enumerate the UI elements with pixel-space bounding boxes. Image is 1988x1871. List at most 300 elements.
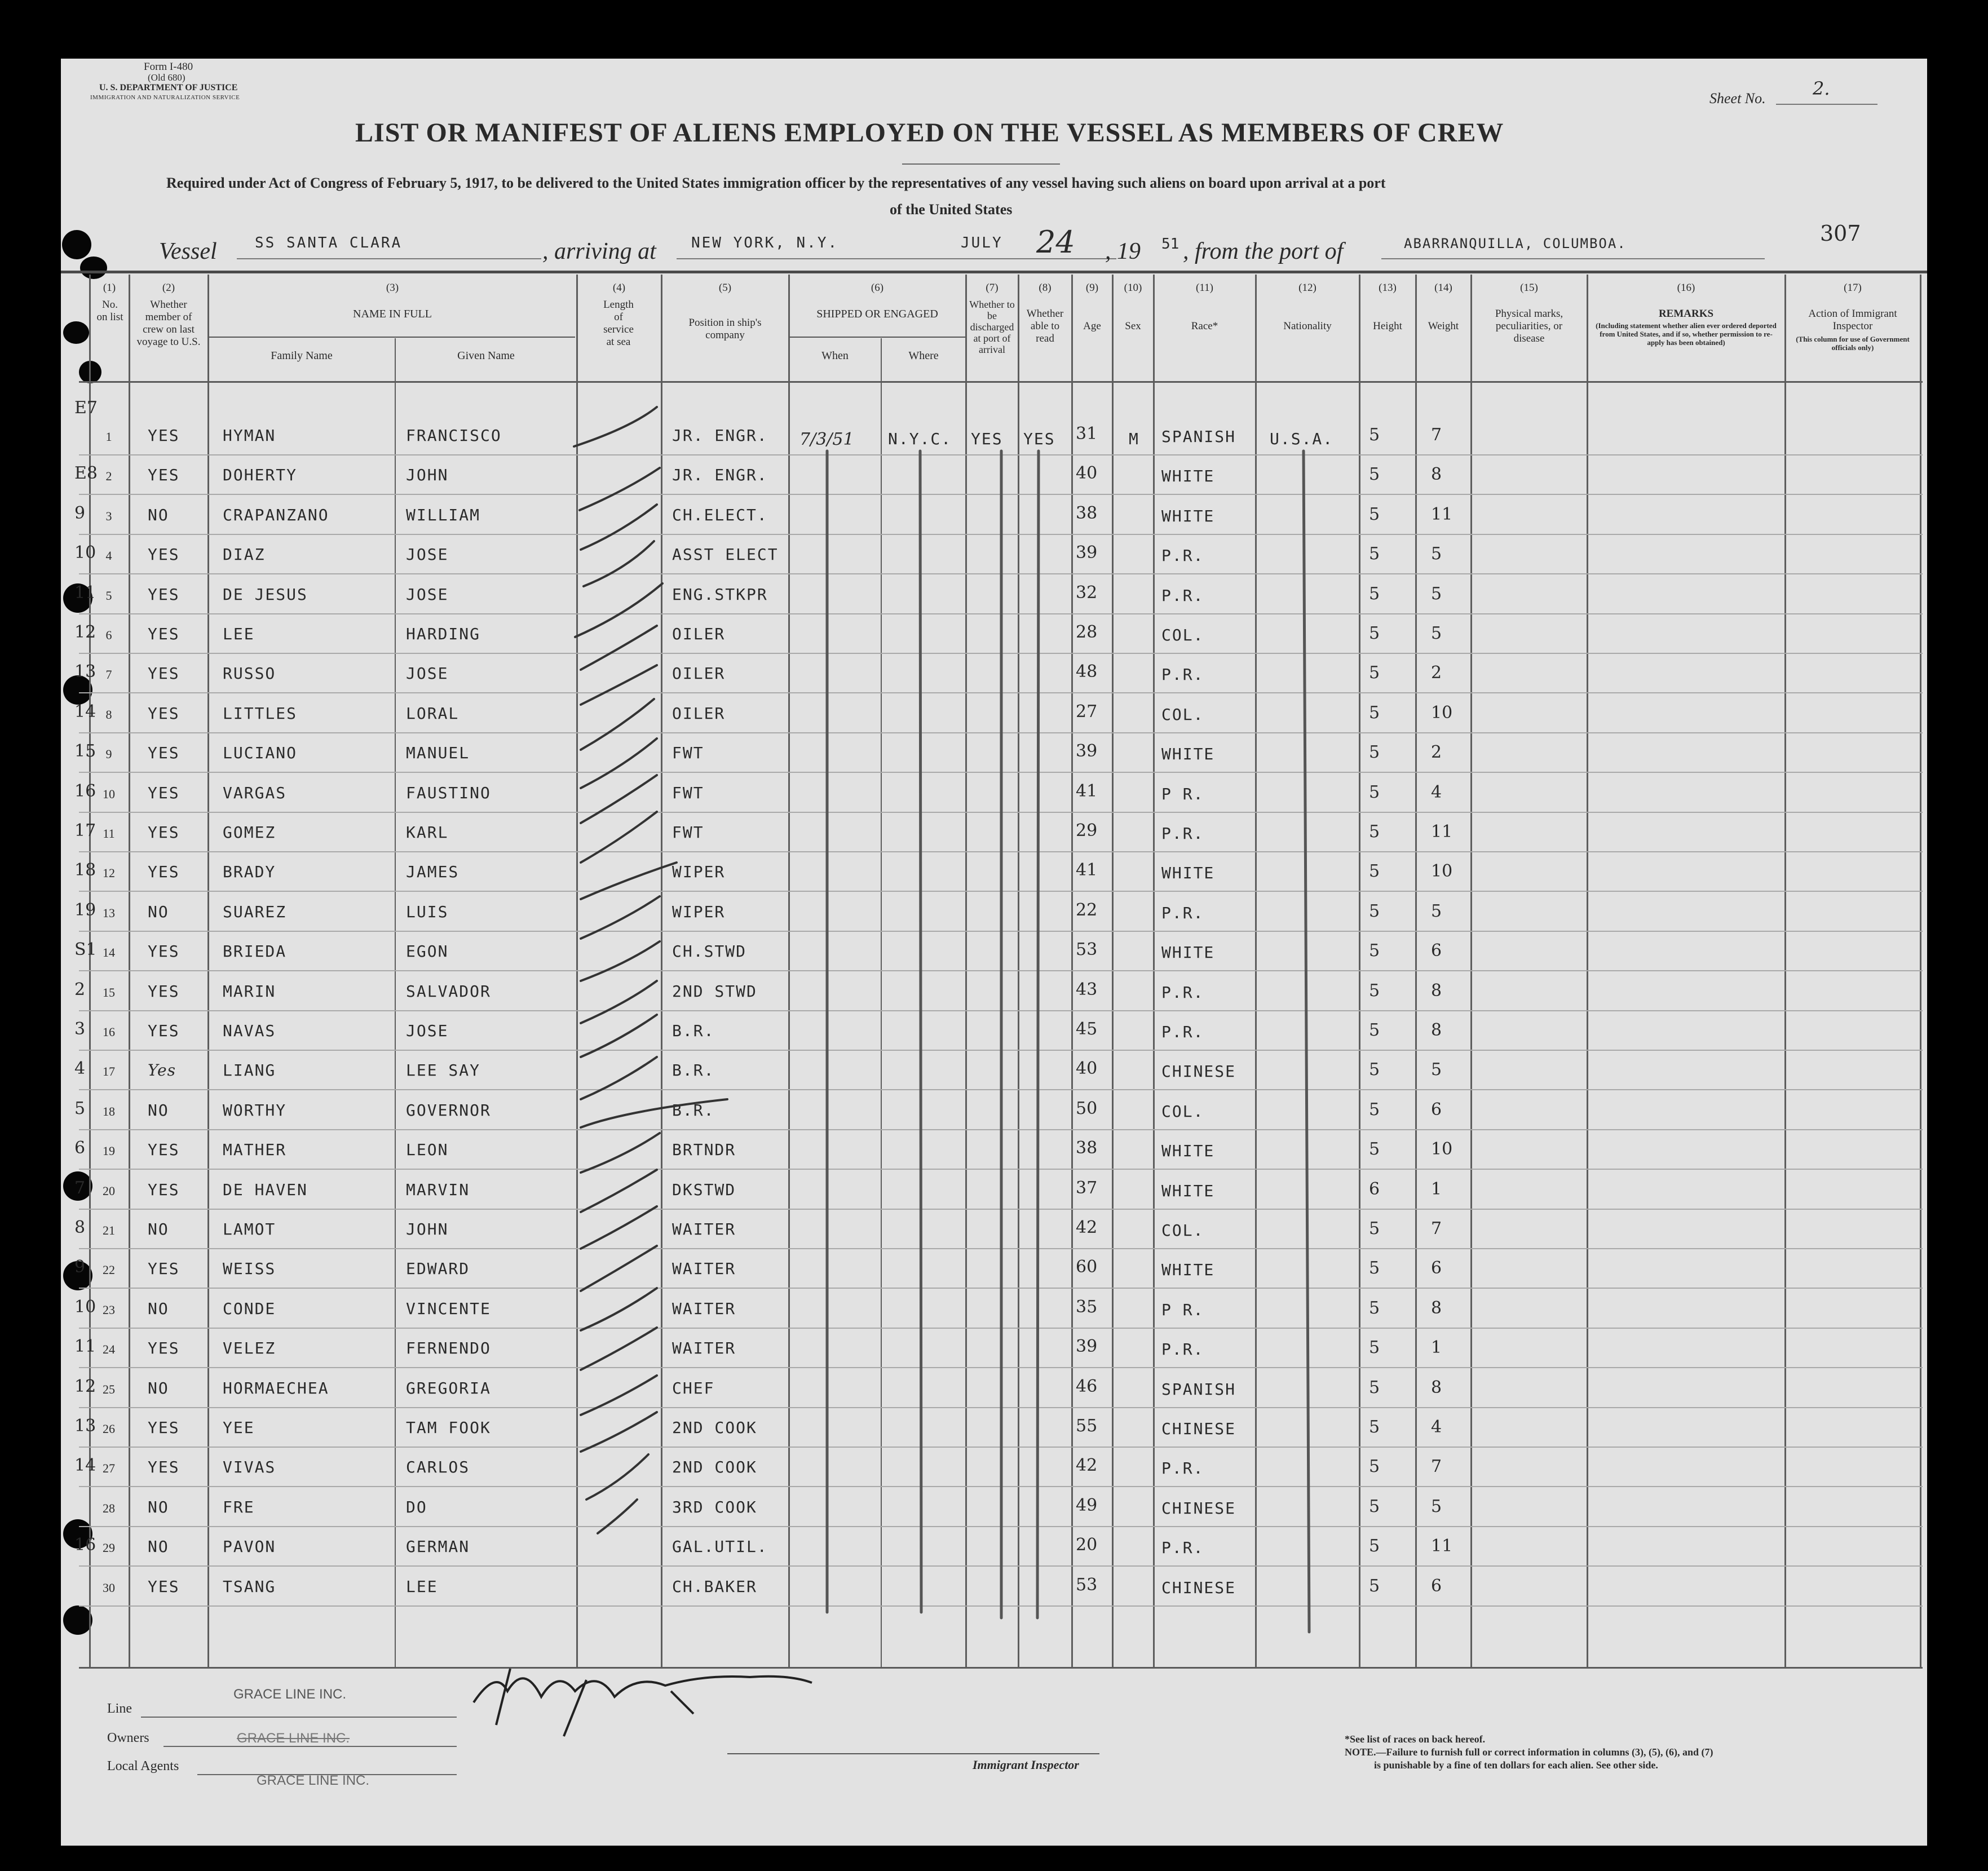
- row-position: WAITER: [672, 1299, 736, 1318]
- row-given-name: FERNENDO: [406, 1339, 491, 1357]
- row-race: COL.: [1161, 1102, 1204, 1121]
- col-5-label: Position in ship's company: [688, 317, 762, 341]
- row-margin-number: 3: [74, 1019, 86, 1039]
- row-race: P.R.: [1161, 1340, 1204, 1359]
- row-weight: 8: [1431, 465, 1442, 484]
- row-position: 2ND COOK: [672, 1458, 757, 1476]
- row-weight: 8: [1431, 1378, 1442, 1397]
- row-height: 5: [1369, 782, 1380, 802]
- races-note: *See list of races on back hereof.: [1345, 1733, 1486, 1745]
- row-voyage: YES: [148, 784, 180, 802]
- row-given-name: LEE: [406, 1577, 438, 1596]
- row-number: 26: [103, 1422, 115, 1436]
- row-age: 53: [1076, 1575, 1098, 1595]
- row-number: 18: [103, 1104, 115, 1118]
- line-underline: [141, 1717, 457, 1718]
- row-family-name: BRIEDA: [223, 942, 287, 961]
- row-given-name: JOSE: [406, 545, 449, 564]
- row-margin-number: 2: [74, 980, 86, 999]
- row-height: 5: [1369, 1417, 1380, 1437]
- row-number: 12: [103, 866, 115, 880]
- row-number: 1: [105, 430, 112, 444]
- row-margin-number: S1: [74, 940, 97, 959]
- row-voyage: YES: [148, 982, 180, 1001]
- vessel-label: Vessel: [159, 238, 217, 264]
- row-race: SPANISH: [1161, 1380, 1236, 1399]
- row-age: 40: [1076, 1059, 1098, 1078]
- col-1-num: (1): [103, 282, 116, 294]
- row-height: 6: [1369, 1179, 1380, 1199]
- arriving-value: NEW YORK, N.Y.: [691, 235, 839, 251]
- row-voyage: YES: [148, 1180, 180, 1199]
- sex-value: M: [1129, 430, 1139, 448]
- row-position: CH.STWD: [672, 942, 747, 961]
- col-6-label: SHIPPED OR ENGAGED: [816, 308, 938, 320]
- department-name: U. S. DEPARTMENT OF JUSTICE: [99, 83, 238, 92]
- row-weight: 10: [1431, 1139, 1453, 1159]
- row-race: P.R.: [1161, 824, 1204, 843]
- row-margin-number: 14: [74, 702, 96, 722]
- row-height: 5: [1369, 1576, 1380, 1596]
- col-15-num: (15): [1520, 282, 1538, 294]
- row-weight: 5: [1431, 584, 1442, 604]
- service-name: IMMIGRATION AND NATURALIZATION SERVICE: [90, 94, 240, 101]
- row-weight: 5: [1431, 544, 1442, 564]
- row-race: CHINESE: [1161, 1419, 1236, 1438]
- row-voyage: NO: [148, 1498, 169, 1516]
- row-number: 28: [103, 1501, 115, 1515]
- row-race: CHINESE: [1161, 1062, 1236, 1081]
- row-weight: 5: [1431, 623, 1442, 643]
- row-number: 19: [103, 1144, 115, 1158]
- form-title: LIST OR MANIFEST OF ALIENS EMPLOYED ON THE VESSEL AS MEMBERS OF CREW: [355, 118, 1504, 148]
- row-voyage: YES: [148, 466, 180, 484]
- row-family-name: VELEZ: [223, 1339, 276, 1357]
- row-given-name: KARL: [406, 823, 449, 842]
- col-16-num: (16): [1677, 282, 1695, 294]
- row-race: P.R.: [1161, 1459, 1204, 1478]
- row-height: 5: [1369, 465, 1380, 484]
- row-family-name: LITTLES: [223, 704, 298, 723]
- agents-value: GRACE LINE INC.: [257, 1773, 370, 1788]
- row-weight: 6: [1431, 1258, 1442, 1278]
- row-age: 43: [1076, 980, 1098, 999]
- row-position: 3RD COOK: [672, 1498, 757, 1516]
- row-height: 5: [1369, 1100, 1380, 1120]
- col-8-label: Whether able to read: [1026, 308, 1064, 344]
- note-line-2: is punishable by a fine of ten dollars for each alien. See other side.: [1374, 1759, 1658, 1771]
- row-position: GAL.UTIL.: [672, 1537, 768, 1556]
- col-14-num: (14): [1434, 282, 1452, 294]
- row-height: 5: [1369, 822, 1380, 842]
- row-race: WHITE: [1161, 1142, 1215, 1160]
- row-voyage: YES: [148, 1418, 180, 1437]
- row-height: 5: [1369, 1497, 1380, 1516]
- row-margin-number: 13: [74, 1416, 96, 1436]
- row-height: 5: [1369, 1219, 1380, 1239]
- row-weight: 6: [1431, 941, 1442, 961]
- row-family-name: LIANG: [223, 1061, 276, 1080]
- row-height: 5: [1369, 1457, 1380, 1476]
- col-14-label: Weight: [1428, 320, 1459, 332]
- row-weight: 6: [1431, 1100, 1442, 1120]
- col-3-num: (3): [386, 282, 399, 294]
- row-weight: 11: [1431, 822, 1453, 842]
- row-height: 5: [1369, 1258, 1380, 1278]
- row-family-name: YEE: [223, 1418, 255, 1437]
- row-margin-number: 4: [74, 1059, 86, 1078]
- row-margin-number: 11: [74, 583, 96, 603]
- col-2-label: Whether member of crew on last voyage to U.S.: [136, 299, 201, 348]
- row-given-name: JAMES: [406, 862, 460, 881]
- row-number: 29: [103, 1541, 115, 1555]
- row-given-name: MANUEL: [406, 744, 470, 762]
- col-6-num: (6): [871, 282, 884, 294]
- inspector-underline: [727, 1753, 1099, 1754]
- row-weight: 7: [1431, 1219, 1442, 1239]
- date-year: 51: [1161, 236, 1179, 253]
- col-7-label: Whether to be discharged at port of arrival: [969, 299, 1015, 355]
- row-family-name: DE HAVEN: [223, 1180, 308, 1199]
- col-3-family: Family Name: [271, 350, 333, 362]
- row-voyage: YES: [148, 1339, 180, 1357]
- row-voyage: NO: [148, 1101, 169, 1120]
- row-race: P.R.: [1161, 586, 1204, 605]
- row-weight: 5: [1431, 1497, 1442, 1516]
- row-position: WAITER: [672, 1259, 736, 1278]
- row-voyage: YES: [148, 585, 180, 604]
- col-13-num: (13): [1379, 282, 1397, 294]
- row-age: 40: [1076, 463, 1098, 483]
- row-margin-number: 12: [74, 622, 96, 642]
- col-3-given: Given Name: [457, 350, 515, 362]
- row-voyage: YES: [148, 1458, 180, 1476]
- row-position: WAITER: [672, 1220, 736, 1239]
- row-height: 5: [1369, 1378, 1380, 1397]
- row-race: P.R.: [1161, 1023, 1204, 1041]
- row-height: 5: [1369, 981, 1380, 1001]
- shipped-where: N.Y.C.: [888, 430, 952, 448]
- row-weight: 7: [1431, 425, 1442, 445]
- row-weight: 8: [1431, 981, 1442, 1001]
- col-16-label: REMARKS: [1658, 308, 1714, 320]
- row-height: 5: [1369, 1298, 1380, 1318]
- row-position: WIPER: [672, 903, 726, 921]
- row-voyage: YES: [148, 1577, 180, 1596]
- row-height: 5: [1369, 425, 1380, 445]
- row-weight: 2: [1431, 663, 1442, 683]
- col-16-sub: (Including statement whether alien ever ordered deported from United States, and if so, whether permission to re-apply has been obtained): [1596, 321, 1777, 347]
- row-number: 7: [105, 667, 112, 682]
- row-family-name: DE JESUS: [223, 585, 308, 604]
- col-10-label: Sex: [1125, 320, 1141, 332]
- row-number: 5: [105, 589, 112, 603]
- row-family-name: BRADY: [223, 862, 276, 881]
- row-height: 5: [1369, 505, 1380, 524]
- row-height: 5: [1369, 1338, 1380, 1357]
- row-family-name: TSANG: [223, 1577, 276, 1596]
- row-race: WHITE: [1161, 1182, 1215, 1200]
- row-weight: 1: [1431, 1179, 1442, 1199]
- form-subtitle-cont: of the United States: [890, 201, 1013, 218]
- col-9-num: (9): [1085, 282, 1099, 294]
- row-family-name: FRE: [223, 1498, 255, 1516]
- row-race: WHITE: [1161, 864, 1215, 882]
- row-weight: 8: [1431, 1298, 1442, 1318]
- row-margin-number: 19: [74, 900, 96, 920]
- row-family-name: VIVAS: [223, 1458, 276, 1476]
- row-age: 22: [1076, 900, 1098, 920]
- row-weight: 2: [1431, 742, 1442, 762]
- row-race: CHINESE: [1161, 1578, 1236, 1597]
- row-race: WHITE: [1161, 745, 1215, 763]
- row-age: 28: [1076, 622, 1098, 642]
- row-margin-number: 11: [74, 1337, 96, 1356]
- row-race: P.R.: [1161, 665, 1204, 684]
- row-margin-number: 9: [74, 1257, 86, 1277]
- row-number: 3: [105, 509, 112, 523]
- row-voyage: YES: [148, 625, 180, 643]
- row-given-name: VINCENTE: [406, 1299, 491, 1318]
- row-number: 13: [103, 906, 115, 920]
- date-day: 24: [1036, 224, 1075, 260]
- row-given-name: FAUSTINO: [406, 784, 491, 802]
- row-position: FWT: [672, 784, 704, 802]
- row-margin-number: 12: [74, 1377, 96, 1396]
- row-weight: 5: [1431, 901, 1442, 921]
- row-position: ENG.STKPR: [672, 585, 768, 604]
- sheet-number: 2.: [1813, 78, 1830, 99]
- row-race: P.R.: [1161, 904, 1204, 922]
- row-height: 5: [1369, 861, 1380, 881]
- row-given-name: EDWARD: [406, 1259, 470, 1278]
- row-voyage: YES: [148, 426, 180, 445]
- row-number: 27: [103, 1461, 115, 1475]
- row-number: 30: [103, 1581, 115, 1595]
- row-family-name: WEISS: [223, 1259, 276, 1278]
- row-age: 46: [1076, 1377, 1098, 1396]
- row-number: 23: [103, 1303, 115, 1317]
- row-margin-number: 13: [74, 662, 96, 682]
- row-family-name: VARGAS: [223, 784, 287, 802]
- row-height: 5: [1369, 1536, 1380, 1556]
- from-port-value: ABARRANQUILLA, COLUMBOA.: [1404, 236, 1627, 251]
- row-number: 22: [103, 1263, 115, 1277]
- row-family-name: HYMAN: [223, 426, 276, 445]
- row-age: 42: [1076, 1218, 1098, 1237]
- row-age: 39: [1076, 741, 1098, 761]
- row-age: 53: [1076, 940, 1098, 959]
- row-voyage: YES: [148, 942, 180, 961]
- col-17-label: Action of Immigrant Inspector: [1808, 308, 1897, 332]
- row-number: 24: [103, 1342, 115, 1356]
- row-race: P R.: [1161, 785, 1204, 803]
- row-given-name: EGON: [406, 942, 449, 961]
- margin-label-top: E7: [74, 398, 98, 418]
- row-voyage: NO: [148, 506, 169, 524]
- row-margin-number: 16: [74, 781, 96, 801]
- row-height: 5: [1369, 623, 1380, 643]
- row-number: 9: [105, 747, 112, 761]
- row-family-name: CRAPANZANO: [223, 506, 329, 524]
- row-age: 38: [1076, 1138, 1098, 1158]
- owners-label: Owners: [107, 1731, 149, 1745]
- row-race: WHITE: [1161, 507, 1215, 525]
- row-family-name: LEE: [223, 625, 255, 643]
- row-given-name: DO: [406, 1498, 427, 1516]
- row-weight: 10: [1431, 703, 1453, 723]
- row-family-name: PAVON: [223, 1537, 276, 1556]
- row-family-name: HORMAECHEA: [223, 1379, 329, 1397]
- row-family-name: SUAREZ: [223, 903, 287, 921]
- row-voyage: YES: [148, 1140, 180, 1159]
- row-voyage: NO: [148, 1379, 169, 1397]
- row-voyage: NO: [148, 1299, 169, 1318]
- row-given-name: GERMAN: [406, 1537, 470, 1556]
- row-position: 2ND STWD: [672, 982, 757, 1001]
- row-voyage: YES: [148, 704, 180, 723]
- col-7-num: (7): [986, 282, 999, 294]
- form-old-number: (Old 680): [148, 72, 185, 83]
- row-margin-number: 18: [74, 860, 96, 880]
- row-weight: 4: [1431, 782, 1442, 802]
- row-position: CH.ELECT.: [672, 506, 768, 524]
- form-subtitle: Required under Act of Congress of February 5, 1917, to be delivered to the United States immigration officer by the representatives of any vessel having such aliens on board upon arrival at a port: [166, 175, 1386, 191]
- row-age: 55: [1076, 1416, 1098, 1436]
- col-5-num: (5): [718, 282, 732, 294]
- row-weight: 5: [1431, 1060, 1442, 1080]
- row-race: COL.: [1161, 626, 1204, 644]
- row-age: 38: [1076, 503, 1098, 523]
- row-age: 29: [1076, 821, 1098, 841]
- row-height: 5: [1369, 941, 1380, 961]
- row-given-name: FRANCISCO: [406, 426, 502, 445]
- row-margin-number: 15: [74, 741, 96, 761]
- row-position: FWT: [672, 744, 704, 762]
- stamp-number: 307: [1820, 221, 1861, 246]
- row-position: CH.BAKER: [672, 1577, 757, 1596]
- row-voyage: YES: [148, 744, 180, 762]
- row-position: 2ND COOK: [672, 1418, 757, 1437]
- arriving-label: , arriving at: [542, 238, 656, 264]
- row-race: COL.: [1161, 705, 1204, 724]
- row-age: 39: [1076, 543, 1098, 563]
- row-family-name: CONDE: [223, 1299, 276, 1318]
- row-weight: 4: [1431, 1417, 1442, 1437]
- row-given-name: JOHN: [406, 1220, 449, 1239]
- row-weight: 8: [1431, 1020, 1442, 1040]
- row-age: 32: [1076, 583, 1098, 603]
- row-position: JR. ENGR.: [672, 466, 768, 484]
- row-given-name: JOSE: [406, 664, 449, 683]
- col-17-sub: (This column for use of Government officials only): [1796, 335, 1910, 352]
- row-position: DKSTWD: [672, 1180, 736, 1199]
- row-number: 15: [103, 985, 115, 999]
- row-race: SPANISH: [1161, 427, 1236, 446]
- row-age: 60: [1076, 1257, 1098, 1277]
- row-margin-number: 6: [74, 1138, 86, 1158]
- row-number: 8: [105, 707, 112, 722]
- row-voyage: NO: [148, 1220, 169, 1239]
- row-voyage: YES: [148, 1021, 180, 1040]
- row-height: 5: [1369, 544, 1380, 564]
- row-given-name: WILLIAM: [406, 506, 481, 524]
- row-weight: 6: [1431, 1576, 1442, 1596]
- sheet-label: Sheet No.: [1709, 90, 1766, 107]
- row-given-name: LEE SAY: [406, 1061, 481, 1080]
- row-number: 2: [105, 469, 112, 483]
- row-age: 27: [1076, 702, 1098, 722]
- col-15-label: Physical marks, peculiarities, or disease: [1495, 308, 1563, 344]
- row-voyage: NO: [148, 903, 169, 921]
- row-position: B.R.: [672, 1061, 715, 1080]
- row-margin-number: 17: [74, 821, 96, 841]
- row-margin-number: 10: [74, 543, 96, 563]
- line-label: Line: [107, 1701, 132, 1716]
- row-age: 20: [1076, 1535, 1098, 1555]
- row-given-name: GOVERNOR: [406, 1101, 491, 1120]
- col-9-label: Age: [1083, 320, 1101, 332]
- row-given-name: JOSE: [406, 585, 449, 604]
- row-height: 5: [1369, 1060, 1380, 1080]
- row-age: 45: [1076, 1019, 1098, 1039]
- from-port-label: , from the port of: [1183, 238, 1344, 264]
- row-margin-number: 10: [74, 1297, 96, 1317]
- row-family-name: MARIN: [223, 982, 276, 1001]
- row-voyage: NO: [148, 1537, 169, 1556]
- row-voyage: YES: [148, 862, 180, 881]
- row-height: 5: [1369, 742, 1380, 762]
- row-number: 6: [105, 628, 112, 642]
- row-given-name: SALVADOR: [406, 982, 491, 1001]
- row-weight: 10: [1431, 861, 1453, 881]
- row-age: 35: [1076, 1297, 1098, 1317]
- row-family-name: DIAZ: [223, 545, 266, 564]
- row-number: 20: [103, 1184, 115, 1198]
- row-voyage: YES: [148, 1259, 180, 1278]
- row-height: 5: [1369, 584, 1380, 604]
- row-given-name: TAM FOOK: [406, 1418, 491, 1437]
- row-race: CHINESE: [1161, 1499, 1236, 1518]
- row-race: WHITE: [1161, 943, 1215, 962]
- row-margin-number: E8: [74, 463, 98, 483]
- row-race: WHITE: [1161, 467, 1215, 485]
- row-race: WHITE: [1161, 1260, 1215, 1279]
- row-position: JR. ENGR.: [672, 426, 768, 445]
- row-height: 5: [1369, 1020, 1380, 1040]
- row-age: 37: [1076, 1178, 1098, 1198]
- row-weight: 11: [1431, 505, 1453, 524]
- row-age: 50: [1076, 1099, 1098, 1118]
- row-voyage: Yes: [148, 1061, 176, 1080]
- col-1-label: No. on list: [96, 299, 123, 323]
- row-number: 10: [103, 787, 115, 801]
- row-age: 31: [1076, 424, 1098, 444]
- row-number: 16: [103, 1025, 115, 1039]
- inspector-label: Immigrant Inspector: [973, 1758, 1079, 1772]
- row-family-name: GOMEZ: [223, 823, 276, 842]
- row-position: OILER: [672, 704, 726, 723]
- row-position: WAITER: [672, 1339, 736, 1357]
- row-position: OILER: [672, 664, 726, 683]
- row-margin-number: 7: [74, 1178, 86, 1198]
- row-race: COL.: [1161, 1221, 1204, 1240]
- col-12-label: Nationality: [1283, 320, 1332, 332]
- nationality-value: U.S.A.: [1270, 430, 1334, 448]
- row-position: ASST ELECT: [672, 545, 779, 564]
- vessel-value: SS SANTA CLARA: [255, 235, 403, 251]
- owners-value: GRACE LINE INC.: [237, 1731, 350, 1746]
